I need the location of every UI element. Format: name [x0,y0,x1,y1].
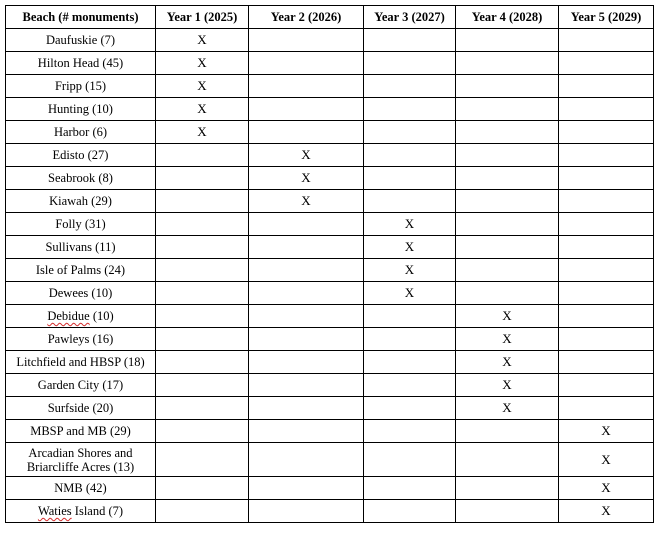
year-2-cell [249,259,364,282]
year-2-cell [249,144,364,167]
table-row [6,121,654,144]
year-3-cell [364,374,456,397]
year-4-cell [456,259,559,282]
year-4-cell [456,443,559,477]
year-3-cell [364,144,456,167]
beach-name-cell [6,213,156,236]
beach-name-cell [6,121,156,144]
year-3-cell [364,443,456,477]
table-row [6,144,654,167]
table-row [6,167,654,190]
year-2-cell [249,397,364,420]
header-year-2: Year 2 (2026) [249,6,364,29]
year-3-cell [364,420,456,443]
beach-name-cell [6,98,156,121]
year-4-cell [456,500,559,523]
year-3-cell [364,52,456,75]
year-2-cell [249,236,364,259]
beach-name-cell [6,500,156,523]
beach-name: Hilton Head (45) [37,56,124,70]
scheduled-mark: X [502,377,512,392]
beach-name-cell [6,443,156,477]
year-1-cell [156,443,249,477]
year-5-cell [559,52,654,75]
beach-name-cell [6,167,156,190]
scheduled-mark: X [404,285,415,300]
year-1-cell [156,236,249,259]
year-4-cell [456,75,559,98]
year-4-cell [456,236,559,259]
beach-name: Seabrook (8) [48,171,113,185]
year-2-cell [249,75,364,98]
year-1-cell [156,397,249,420]
year-4-cell [456,305,559,328]
table-row [6,420,654,443]
scheduled-mark: X [301,147,311,162]
scheduled-mark: X [197,124,207,139]
year-3-cell [364,213,456,236]
scheduled-mark: X [601,423,611,438]
header-beach: Beach (# monuments) [6,6,156,29]
table-row [6,500,654,523]
beach-name-cell [6,397,156,420]
year-4-cell [456,374,559,397]
year-5-cell [559,328,654,351]
beach-name: Arcadian Shores and Briarcliffe Acres (13) [26,445,135,474]
year-5-cell [559,98,654,121]
scheduled-mark: X [197,32,207,47]
year-3-cell [364,75,456,98]
table-body [6,29,654,523]
year-3-cell [364,98,456,121]
beach-name: Pawleys (16) [47,332,114,346]
year-2-cell [249,190,364,213]
year-4-cell [456,98,559,121]
year-4-cell [456,420,559,443]
year-2-cell [249,420,364,443]
scheduled-mark: X [502,400,512,415]
beach-name: Dewees (10) [48,286,113,300]
scheduled-mark: X [301,170,311,185]
spellcheck-flagged-word: Waties [37,504,72,518]
year-1-cell [156,259,249,282]
year-1-cell [156,144,249,167]
year-5-cell [559,144,654,167]
table-row [6,477,654,500]
year-3-cell [364,29,456,52]
table-row [6,52,654,75]
year-5-cell [559,213,654,236]
year-5-cell [559,282,654,305]
year-3-cell [364,500,456,523]
beach-name: Garden City (17) [37,378,124,392]
year-4-cell [456,52,559,75]
year-2-cell [249,52,364,75]
beach-name-cell [6,477,156,500]
table-header [6,6,654,29]
year-4-cell [456,144,559,167]
beach-name-cell [6,75,156,98]
year-3-cell [364,121,456,144]
table-row [6,29,654,52]
year-2-cell [249,98,364,121]
year-2-cell [249,213,364,236]
beach-name: Harbor (6) [53,125,108,139]
year-2-cell [249,167,364,190]
beach-name-cell [6,144,156,167]
year-1-cell [156,75,249,98]
beach-name: Folly (31) [55,217,106,231]
year-2-cell [249,351,364,374]
year-3-cell [364,236,456,259]
header-year-1: Year 1 (2025) [156,6,249,29]
year-1-cell [156,190,249,213]
scheduled-mark: X [197,78,207,93]
beach-name: Isle of Palms (24) [35,263,126,277]
beach-name-cell [6,259,156,282]
year-5-cell [559,259,654,282]
year-2-cell [249,477,364,500]
beach-name: Surfside (20) [47,401,114,415]
header-row [6,6,654,29]
year-3-cell [364,167,456,190]
header-year-4: Year 4 (2028) [456,6,559,29]
beach-name-cell [6,305,156,328]
beach-name: Debidue (10) [47,309,114,323]
year-1-cell [156,167,249,190]
year-3-cell [364,397,456,420]
table-row [6,397,654,420]
year-5-cell [559,500,654,523]
scheduled-mark: X [601,503,611,518]
table-row [6,374,654,397]
monument-survey-schedule-table [5,5,654,523]
scheduled-mark: X [601,480,611,495]
year-3-cell [364,477,456,500]
year-2-cell [249,443,364,477]
year-5-cell [559,75,654,98]
scheduled-mark: X [404,216,415,231]
spellcheck-flagged-word: Debidue [47,309,90,323]
year-1-cell [156,374,249,397]
year-4-cell [456,190,559,213]
year-5-cell [559,305,654,328]
beach-name: Litchfield and HBSP (18) [16,355,145,369]
year-4-cell [456,213,559,236]
table-row [6,305,654,328]
year-5-cell [559,397,654,420]
table-row [6,443,654,477]
year-4-cell [456,397,559,420]
year-1-cell [156,305,249,328]
year-5-cell [559,190,654,213]
year-3-cell [364,351,456,374]
year-4-cell [456,351,559,374]
beach-name: Kiawah (29) [49,194,112,208]
year-1-cell [156,213,249,236]
year-1-cell [156,500,249,523]
table-row [6,98,654,121]
beach-name: Daufuskie (7) [45,33,116,47]
table-row [6,190,654,213]
beach-name-cell [6,52,156,75]
year-5-cell [559,29,654,52]
year-4-cell [456,121,559,144]
table-row [6,213,654,236]
table-row [6,236,654,259]
table-row [6,282,654,305]
year-1-cell [156,121,249,144]
beach-name: MBSP and MB (29) [30,424,131,438]
year-4-cell [456,29,559,52]
year-5-cell [559,420,654,443]
table-row [6,351,654,374]
beach-name: Edisto (27) [52,148,109,162]
scheduled-mark: X [502,308,512,323]
header-year-5: Year 5 (2029) [559,6,654,29]
beach-name-cell [6,236,156,259]
year-1-cell [156,420,249,443]
beach-name-cell [6,29,156,52]
beach-name: Hunting (10) [48,102,113,116]
scheduled-mark: X [301,193,311,208]
beach-name: Waties Island (7) [37,504,124,518]
beach-name-cell [6,190,156,213]
table-row [6,75,654,98]
beach-name: Fripp (15) [54,79,107,93]
year-1-cell [156,328,249,351]
scheduled-mark: X [197,55,207,70]
beach-name-cell [6,282,156,305]
year-4-cell [456,282,559,305]
beach-name: NMB (42) [54,481,107,495]
year-2-cell [249,328,364,351]
scheduled-mark: X [502,331,512,346]
year-5-cell [559,351,654,374]
year-5-cell [559,477,654,500]
year-1-cell [156,282,249,305]
year-2-cell [249,500,364,523]
year-2-cell [249,374,364,397]
year-1-cell [156,477,249,500]
year-1-cell [156,351,249,374]
year-5-cell [559,236,654,259]
year-3-cell [364,328,456,351]
year-3-cell [364,190,456,213]
year-3-cell [364,259,456,282]
year-5-cell [559,443,654,477]
year-2-cell [249,305,364,328]
header-year-3: Year 3 (2027) [364,6,456,29]
year-2-cell [249,282,364,305]
year-5-cell [559,167,654,190]
beach-name-cell [6,374,156,397]
year-1-cell [156,98,249,121]
scheduled-mark: X [404,262,415,277]
beach-name-cell [6,351,156,374]
year-1-cell [156,29,249,52]
scheduled-mark: X [197,101,207,116]
year-5-cell [559,374,654,397]
year-3-cell [364,282,456,305]
beach-name-cell [6,420,156,443]
beach-name: Sullivans (11) [45,240,116,254]
scheduled-mark: X [601,451,611,467]
year-4-cell [456,167,559,190]
year-3-cell [364,305,456,328]
table-row [6,328,654,351]
year-4-cell [456,477,559,500]
year-5-cell [559,121,654,144]
scheduled-mark: X [502,354,512,369]
beach-name-cell [6,328,156,351]
year-4-cell [456,328,559,351]
year-2-cell [249,29,364,52]
table-row [6,259,654,282]
year-1-cell [156,52,249,75]
scheduled-mark: X [404,239,415,254]
year-2-cell [249,121,364,144]
